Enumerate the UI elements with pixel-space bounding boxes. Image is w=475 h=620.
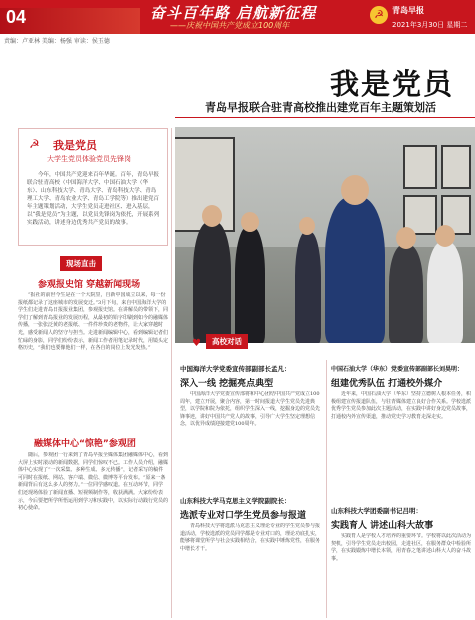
photo-person-head: [241, 212, 259, 232]
banner-sub-slogan: ——庆祝中国共产党成立100周年: [170, 21, 290, 30]
photo-person-head: [341, 175, 369, 205]
party-emblem-icon: ☭: [29, 137, 40, 151]
photo-person: [295, 232, 321, 343]
feature-intro-box: [18, 128, 168, 246]
main-headline: 我是党员: [330, 67, 455, 101]
dialog1-speaker: 中国海洋大学党委宣传部副部长孟凡：: [180, 365, 291, 373]
photo-exhibit-frame: [441, 145, 471, 189]
party-emblem-icon: ☭: [370, 6, 388, 24]
newspaper-brand: 青岛早报: [392, 6, 424, 15]
photo-person: [427, 242, 463, 343]
photo-person-head: [202, 205, 222, 227]
photo-person: [235, 227, 265, 343]
sub-headline: 青岛早报联合驻青高校推出建党百年主题策划活: [205, 101, 436, 114]
feature-subtitle: 大学生党员体验党员先锋岗: [47, 155, 131, 163]
issue-date: 2021年3月30日 星期二: [392, 21, 468, 29]
photo-exhibit-frame: [403, 145, 437, 189]
dialog3-body: 近年来，中国石油大学（华东）坚持立德树人根本任务，积极组建宣传报道队伍，与驻青媒体建立良好合作关系。学校选派优秀学生党员参加此次主题活动，在实践中讲好身边党员故事，打通校内外宣传渠道，推动党史学习教育走深走实。: [331, 391, 472, 420]
heart-icon: ♥: [192, 338, 201, 349]
media-title: 融媒体中心“惊艳”参观团: [34, 439, 136, 449]
dialog1-title: 深入一线 挖掘亮点典型: [180, 379, 274, 389]
news-photo: [175, 127, 475, 343]
masthead-banner: [0, 0, 475, 34]
photo-person: [389, 245, 423, 343]
dialog1-body: 中国海洋大学党委宣传部将和中心团结中国共产党成立100周年，建立开展，聚合内容，第一时间报道大学生党员先进典型，以学院和院为依托，组织学生深入一线，挖掘身边的党员先锋事迹，讲好中国共产党人的故事，引导广大学生坚定理想信念，以优异成绩迎接建党100周年。: [180, 391, 321, 428]
photo-person-head: [299, 217, 315, 235]
dialog4-title: 实践育人 讲述山科大故事: [331, 521, 434, 531]
editor-credits: 责编：卢亚林 美编：杨强 审读：侯玉德: [4, 38, 110, 45]
column-divider: [171, 128, 172, 618]
dialog2-speaker: 山东科技大学马克思主义学院副院长：: [180, 497, 291, 505]
dialog4-body: 实践育人是学校人才培养的重要环节。学校将以此次活动为契机，引导学生党员走出校园，走进社区，在服务群众中检验所学，在实践锻炼中增长本领，用青春之笔讲述山科大人的奋斗故事。: [331, 533, 472, 562]
feature-intro-text: 今年，中国共产党迎来百年华诞。百年，青岛早报联合驻青高校（中国海洋大学、中国石油大学（华东）、山东科技大学、青岛大学、青岛科技大学、青岛理工大学、青岛农业大学、青岛工学院等）推出建党百年主题策划活动，大学生党员走进社区、进入基层，以“我是党员”为主题，以党员先锋岗为依托，开展系列实践活动，讲述身边优秀共产党员的故事。: [27, 172, 160, 226]
headline-rule: [175, 117, 475, 118]
dialog3-speaker: 中国石油大学（华东）党委宣传部副部长刘昊明：: [331, 366, 464, 373]
dialog2-body: 青岛科技大学将选派马克思主义理论专业的学生党员参与报道活动，学校选派的党员同学都是专业对口的，理论功底扎实，能够将课堂所学与社会实践相结合，在实践中锤炼党性，在服务中增长才干。: [180, 523, 321, 552]
dialog2-title: 选派专业对口学生党员参与报道: [180, 511, 307, 521]
scene-tag: 现场直击: [60, 256, 102, 271]
photo-person-head: [396, 227, 416, 249]
media-body: 随后，参观团一行来到了青岛早报全媒体集团融媒体中心，看到大屏上实时滚动的新闻数据，同学们惊叹不已。工作人员介绍，融媒体中心实现了“一次采集、多种生成、多元传播”，记者采写的稿件可同时在报纸、网站、客户端、微信、微博等平台发布。“原来一条新闻背后有这么多人的努力。”一位同学感叹道。在互动环节，同学们还现场体验了新闻直播、短视频制作等，收获满满。大家纷纷表示，今后要把所学所悟运用到学习和实践中，以实际行动践行党员的初心使命。: [18, 452, 168, 512]
dialog4-speaker: 山东科技大学团委副书记吕明：: [331, 507, 422, 515]
scene-title: 参观报史馆 穿越新闻现场: [38, 280, 141, 290]
column-divider: [326, 360, 327, 618]
banner-slogan: 奋斗百年路 启航新征程: [150, 4, 317, 22]
school-dialog-tag: 高校对话: [206, 334, 248, 349]
scene-body: “报社的前世今生是在一个大院里，自新中国成立以来，每一份报纸都记录了这座城市的发展变迁。”3月下旬，来自中国海洋大学的学生们走进青岛日报报业集团，参观报史馆。在讲解员的带领下，同学们了解到青岛报业的发展历程，从最初的铅字印刷到如今的融媒体传播，一张张泛黄的老报纸、一件件珍贵的老物件，让大家穿越时光，感受新闻人的坚守与担当。走进新闻编辑中心，看到编辑记者们忙碌的身影，同学们纷纷表示，新闻工作者用笔记录时代，用镜头定格历史，“我们也要像他们一样，在各自的岗位上发光发热。”: [18, 292, 168, 352]
photo-person: [193, 222, 231, 343]
dialog3-title: 组建优秀队伍 打通校外媒介: [331, 379, 443, 389]
photo-person-main: [325, 197, 385, 343]
photo-person-head: [435, 225, 455, 247]
feature-title: 我是党员: [53, 139, 97, 152]
page-number: 04: [6, 7, 27, 27]
